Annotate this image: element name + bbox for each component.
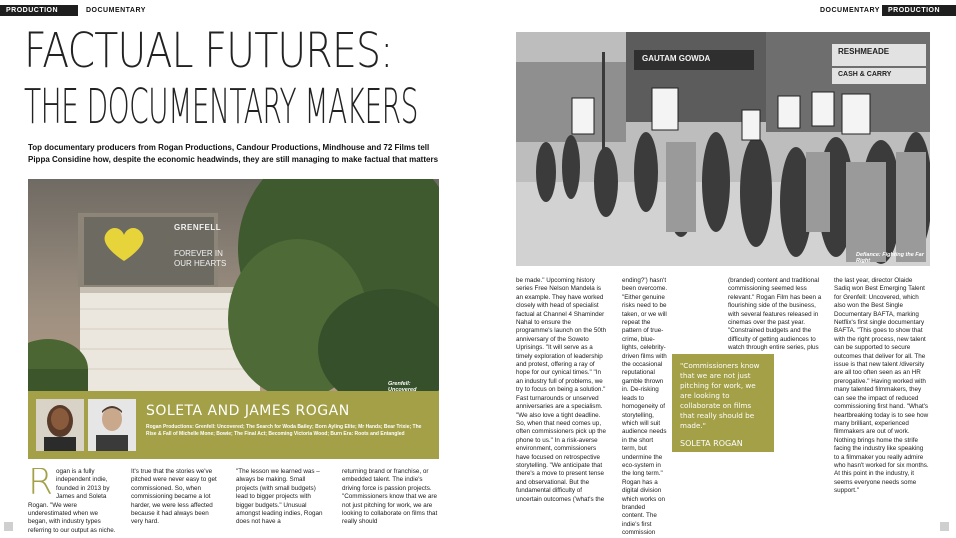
- body-column-2: It's true that the stories we've pitched were never easy to get commissioned. So, when commissioning became a lot harder, we were less affected because it had always been very hard.: [131, 468, 217, 526]
- profile-credits: Rogan Productions: Grenfell: Uncovered; The Search for Woda Bailey; Born Ayling Elite; Mr Hands; Bear Trixie; The Rise & Fall of Michelle Mone; Bowie; The Final Act; Becoming Victoria Wood; Burn Era: Roots and Entangled: [146, 424, 422, 437]
- shop-sign-3: CASH & CARRY: [838, 71, 892, 78]
- body-column-8: the last year, director Olaide Sadiq won Best Emerging Talent for Grenfell: Uncovered, which also won the Best Single Documentary BAFTA, marking Netflix's first single documentary BAFTA. "This goes to show that with the right process, new talent can be supported to secure outcomes that deliver for all. The issue is that new talent /diversity are all too often seen as an HR prerogative." Having worked with many talented filmmakers, they can see the impact of reduced commissioning first hand. "What's heartbreaking today is to see how many brilliant, experienced filmmakers are out of work. Nothing brings home the strife facing the industry like speaking to a filmmaker you really admire who hasn't worked for six months. At this point in the industry, it seems everyone needs some support.": [834, 277, 929, 495]
- pull-quote-attribution: SOLETA ROGAN: [680, 439, 743, 448]
- photo-grenfell: [28, 179, 439, 391]
- headline-line1: FACTUAL FUTURES:: [24, 23, 393, 79]
- body-column-4: returning brand or franchise, or embedded talent. The indie's driving force is passion projects. "Commissioners know that we are not just pitching for work, we are looking to collaborate on films that really should: [342, 468, 438, 526]
- photo-caption-left: Grenfell: Uncovered: [388, 381, 417, 391]
- section-tag-left: PRODUCTION: [0, 5, 78, 16]
- banner-text-line3: OUR HEARTS: [174, 259, 227, 268]
- shop-sign-1: GAUTAM GOWDA: [642, 54, 711, 63]
- body-column-3: "The lesson we learned was – always be making. Small projects (with small budgets) lead to bigger projects with bigger budgets." Unusual amongst leading indies, Rogan does not have a: [236, 468, 323, 526]
- profile-band: [28, 391, 439, 459]
- pull-quote-text: "Commissioners know that we are not just pitching for work, we are looking to collaborate on films that really should be made.": [680, 361, 760, 430]
- category-tag-right: DOCUMENTARY: [814, 5, 880, 16]
- photo-protest: [516, 32, 930, 266]
- body-column-6: ending?') hasn't been overcome. "Either genuine risks need to be taken, or we will repeat the pattern of true-crime, blue-lights, celebrity-driven films with the occasional reputational gamble thrown in. De-risking leads to homogeneity of storytelling, which will suit audience needs in the short term, but undermine the eco-system in the long term." Rogan has a digital division which works on branded content. The indie's first commission: [622, 277, 668, 537]
- body-column-5: be made." Upcoming history series Free Nelson Mandela is an example. They have worked closely with head of specialist factual at Channel 4 Shaminder Nahal to ensure the programme's launch on the 50th anniversary of the Soweto Uprisings. "It will serve as a timely exploration of leadership and protest, offering a ray of hope for our cynical times." "In an industry full of problems, we try to focus on being a solution." Fast turnarounds or unserved anniversaries are a specialism. "We also love a tight deadline. So, when that need comes up, often commissioners pick up the phone to us." In a risk-averse environment, commissioners have focused on retrospective storytelling. "We anticipate that there's a move to present tense and observational. But the fundamental difficulty of uncertain outcomes ('what's the: [516, 277, 607, 503]
- profile-name: SOLETA AND JAMES ROGAN: [146, 403, 350, 419]
- portrait-james: [88, 399, 136, 451]
- photo-caption-right: Defiance: Fighting the Far Right: [856, 252, 924, 264]
- category-tag-left: DOCUMENTARY: [80, 5, 154, 16]
- banner-text-line2: FOREVER IN: [174, 249, 223, 258]
- pull-quote: [672, 354, 774, 452]
- portrait-soleta: [36, 399, 84, 451]
- dropcap: R: [28, 468, 54, 503]
- banner-text-grenfell: GRENFELL: [174, 223, 222, 232]
- next-page-arrow-icon[interactable]: [940, 522, 949, 531]
- body-column-7a: (branded) content and traditional commissioning seemed less relevant." Rogan Film has been a flourishing side of the business, with several features released in cinemas over the past year. "Constrained budgets and the difficulty of getting audiences to watch through entire series, plus: [728, 277, 822, 352]
- standfirst: Top documentary producers from Rogan Productions, Candour Productions, Mindhouse and 72 Films tell Pippa Considine how, despite the economic headwinds, they are still managing to make factual that matters: [28, 143, 439, 164]
- body-column-1: [28, 468, 118, 538]
- prev-page-arrow-icon[interactable]: [4, 522, 13, 531]
- section-tag-right: PRODUCTION: [882, 5, 956, 16]
- column-1-text: ogan is a fully independent indie, founded in 2013 by James and Soleta Rogan. "We were underestimated when we began, with industry types referring to our output as niche.: [28, 468, 116, 534]
- shop-sign-2: RESHMEADE: [838, 47, 890, 56]
- headline-line2: THE DOCUMENTARY MAKERS: [24, 79, 418, 135]
